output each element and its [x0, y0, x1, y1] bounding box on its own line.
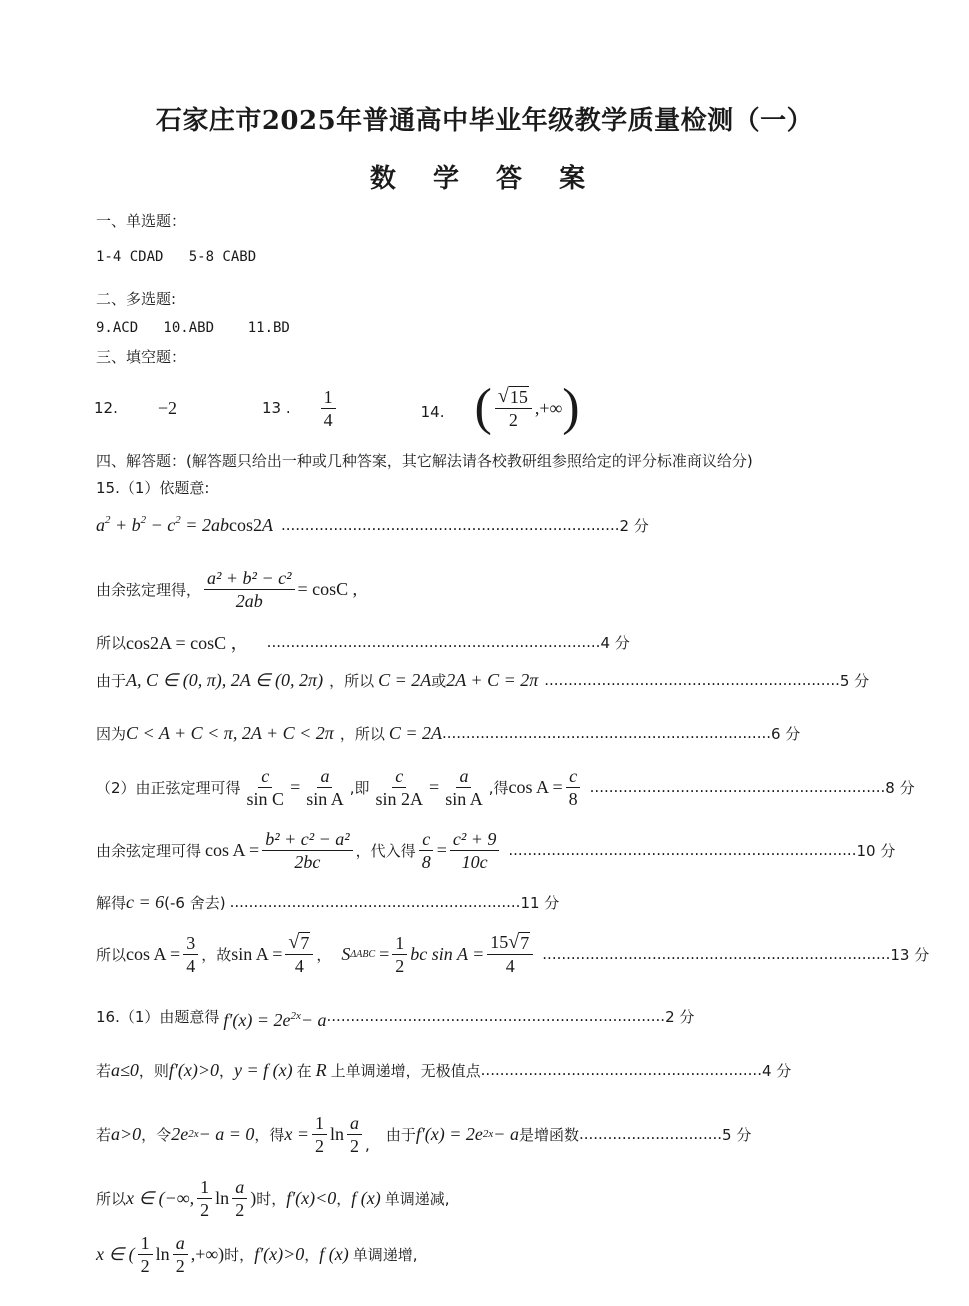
- q14-denominator: 2: [508, 410, 518, 430]
- q14-rest: ,+∞: [534, 397, 563, 418]
- p15-l6-cos: cos A =: [508, 776, 563, 797]
- p15-l7-f2d: 8: [421, 851, 431, 872]
- p15-l9-f1d: 4: [186, 955, 196, 976]
- p15-l5-cond: C < A + C < π, 2A + C < 2π: [126, 722, 334, 743]
- p15-l9-coef: 15: [490, 932, 509, 952]
- p16-l2-leader: ...........................................................: [480, 1061, 762, 1079]
- p16-l1-score: 2 分: [665, 1007, 695, 1026]
- p15-l6-f5d: 8: [568, 788, 578, 809]
- p15-l7-text2: ，代入得: [355, 841, 416, 860]
- p15-l4-or: 或: [431, 671, 447, 690]
- p15-l6-f2d: sin A: [306, 788, 344, 809]
- p16-l5-ln: ln: [155, 1243, 170, 1264]
- p16-l5-f1n: 1: [138, 1233, 153, 1255]
- p15-l6-f4d: sin A: [445, 788, 483, 809]
- p16-l2-text5: 上单调递增，无极值点: [330, 1061, 481, 1080]
- p16-l1-text: 16.（1）由题意得: [96, 1007, 220, 1026]
- p15-l1-a: A: [261, 514, 273, 535]
- p15-l7-frac1: [262, 829, 352, 872]
- p16-l3-text5: 是增函数: [518, 1125, 579, 1144]
- p16-l2-text3: ，: [218, 1061, 234, 1080]
- p16-l2-m3: y = f (x): [234, 1059, 293, 1080]
- p15-l2-rhs: = cosC ,: [297, 578, 358, 599]
- p15-l9-eq: =: [379, 943, 390, 964]
- p15-l8-text2: (-6 舍去): [164, 893, 226, 912]
- multi-choice-answers: 9.ACD 10.ABD 11.BD: [96, 320, 290, 336]
- p16-l2-m4: R: [315, 1059, 327, 1080]
- p15-l4-domain: A, C ∈ (0, π), 2A ∈ (0, 2π): [126, 669, 324, 690]
- p15-l8-math: c = 6: [126, 891, 165, 912]
- p15-l6-f4n: a: [456, 766, 471, 788]
- q14-radicand: 15: [509, 387, 528, 407]
- q13-numerator: 1: [321, 387, 336, 409]
- p16-l4-f1d: 2: [200, 1199, 210, 1220]
- p15-l7-f1n: b² + c² − a²: [262, 829, 352, 851]
- p16-l4-frac1: [197, 1177, 212, 1220]
- p16-l3-ln: ln: [330, 1123, 345, 1144]
- p15-l9-frac1: [183, 933, 198, 976]
- p15-line6: [96, 762, 915, 812]
- p15-l9-f3n: 1: [392, 933, 407, 955]
- p15-l1-leader: .......................................................................: [280, 516, 620, 534]
- p16-l1-math: f′(x) = 2e: [223, 1009, 291, 1030]
- p15-l6-f1d: sin C: [246, 788, 285, 809]
- p15-l9-score: 13 分: [890, 945, 930, 964]
- p16-l4-ln: ln: [215, 1187, 230, 1208]
- p15-l9-s: S: [341, 943, 351, 964]
- p16-l1-sup: 2x: [290, 1010, 301, 1022]
- p15-line2: [96, 564, 357, 614]
- p15-l6-eq2: =: [429, 776, 440, 797]
- p16-l5-f2n: a: [173, 1233, 188, 1255]
- p15-l5-text1: 因为: [96, 724, 127, 743]
- p16-l3-frac2: [347, 1113, 362, 1156]
- p16-l3-m4b: − a: [493, 1123, 519, 1144]
- p15-l2-text: 由余弦定理得，: [96, 580, 202, 599]
- p15-l9-rad2: 7: [520, 933, 530, 953]
- p16-line2: [96, 1058, 791, 1082]
- q13-answer: [321, 387, 336, 430]
- fill-blank-answers: [94, 379, 580, 436]
- p15-l9-comma: ，: [316, 945, 332, 964]
- q13-label: 13 .: [262, 399, 291, 417]
- p15-l7-f3d: 10c: [461, 851, 488, 872]
- p15-line7: [96, 824, 895, 876]
- p15-l4-text1: 由于: [96, 671, 127, 690]
- p15-l3-eq: cos2A = cosC ，: [126, 633, 249, 653]
- single-choice-answers: 1-4 CDAD 5-8 CABD: [96, 249, 257, 265]
- p16-l3-f1n: 1: [312, 1113, 327, 1135]
- p15-l9-f3d: 2: [395, 955, 405, 976]
- p16-l5-close: ,+∞): [190, 1243, 225, 1264]
- p15-l5-text2: ，所以: [339, 724, 385, 743]
- p16-l4-close: ): [250, 1187, 257, 1208]
- p15-l1-cos: cos2: [228, 514, 262, 535]
- p15-l6-leader: ..............................................................: [589, 778, 886, 796]
- p15-l9-f1n: 3: [183, 933, 198, 955]
- p15-l6-eq1: =: [290, 776, 301, 797]
- p16-l5-f1d: 2: [140, 1255, 150, 1276]
- q14-open-paren: (: [474, 379, 492, 436]
- p16-l1-tail: − a: [300, 1009, 327, 1030]
- p15-l6-frac1: [244, 766, 288, 809]
- p16-l3-m4: f′(x) = 2e: [415, 1123, 483, 1144]
- p16-l2-text2: ，则: [138, 1061, 169, 1080]
- p16-l2-m1: a≤0: [111, 1059, 139, 1080]
- p16-l3-score: 5 分: [722, 1125, 752, 1144]
- p16-l4-m2: f′(x)<0: [286, 1187, 337, 1208]
- p15-l4-leader: ..............................................................: [544, 671, 840, 689]
- p15-l9-f4d: 4: [505, 956, 515, 976]
- p16-l3-m1: a>0: [111, 1123, 142, 1144]
- p15-l6-text2: ,即: [349, 778, 370, 797]
- p15-l6-f2n: a: [317, 766, 332, 788]
- p15-l5-score: 6 分: [771, 724, 801, 743]
- p16-line5: [96, 1228, 418, 1280]
- p15-l8-text1: 解得: [96, 893, 127, 912]
- q14-close-paren: ): [562, 379, 580, 436]
- p15-l9-cos: cos A =: [126, 943, 181, 964]
- p15-l2-fraction: [204, 568, 294, 611]
- p15-line8: [96, 890, 559, 914]
- p15-l9-sin: sin A =: [231, 943, 283, 964]
- p16-l3-f1d: 2: [315, 1135, 325, 1156]
- p16-line3: [96, 1108, 751, 1160]
- page-subtitle: 数 学 答 案: [369, 164, 600, 194]
- p15-intro: 15.（1）依题意:: [96, 479, 210, 497]
- p15-l9-text2: ，故: [201, 945, 232, 964]
- p16-l2-text4: 在: [296, 1061, 312, 1080]
- p15-l7-frac2: [419, 829, 434, 872]
- p15-l6-f3n: c: [392, 766, 406, 788]
- p15-l9-f2d: 4: [294, 956, 304, 976]
- p16-l3-f2n: a: [347, 1113, 362, 1135]
- section-fill-blank-heading: 三、填空题：: [96, 348, 187, 366]
- p15-l4-text2: ，所以: [329, 671, 375, 690]
- p15-l7-f2n: c: [419, 829, 433, 851]
- p16-l4-f2d: 2: [235, 1199, 245, 1220]
- p15-l7-frac3: [450, 829, 500, 872]
- p16-l5-m2: f′(x)>0: [254, 1243, 305, 1264]
- p15-l6-text1: （2）由正弦定理可得: [96, 778, 241, 797]
- p16-l4-f1n: 1: [197, 1177, 212, 1199]
- p15-l7-f3n: c² + 9: [450, 829, 500, 851]
- page-title: 石家庄市2025年普通高中毕业年级教学质量检测（一）: [155, 106, 814, 136]
- p15-l5-result: C = 2A: [388, 722, 442, 743]
- p15-l6-frac2: [303, 766, 347, 809]
- p15-l7-f1d: 2bc: [294, 851, 321, 872]
- p15-line3: [96, 630, 630, 654]
- p15-l9-frac3: [392, 933, 407, 976]
- p16-l5-text2: 时，: [224, 1245, 255, 1264]
- p16-line4: [96, 1172, 450, 1224]
- p16-l1-leader: .......................................................................: [326, 1007, 666, 1025]
- section-multi-choice-heading: 二、多选题:: [96, 290, 177, 308]
- p15-line9: [96, 928, 929, 980]
- p15-l6-frac5: [566, 766, 581, 809]
- p16-l5-frac2: [173, 1233, 188, 1276]
- p16-l3-text3: ，得: [254, 1125, 285, 1144]
- p15-l9-ssub: ΔABC: [350, 948, 376, 960]
- p15-l7-leader: .........................................................................: [508, 841, 857, 859]
- p16-l3-sup: 2x: [188, 1128, 199, 1140]
- section-single-choice-heading: 一、单选题：: [96, 212, 187, 230]
- p15-l6-f1n: c: [258, 766, 272, 788]
- p16-l3-f2d: 2: [350, 1135, 360, 1156]
- p15-l9-text1: 所以: [96, 945, 127, 964]
- p16-l3-text4: 由于: [385, 1125, 416, 1144]
- p15-line5: [96, 721, 800, 745]
- p15-l9-bc: bc sin A =: [410, 943, 485, 964]
- p15-l9-leader: .........................................................................: [542, 945, 891, 963]
- q12-label: 12.: [94, 399, 118, 417]
- q13-denominator: 4: [323, 409, 333, 430]
- p15-l7-cos: cos A =: [205, 839, 260, 860]
- p16-l5-f2d: 2: [175, 1255, 185, 1276]
- p16-l3-leader: ..............................: [578, 1125, 723, 1143]
- p15-line4: [96, 668, 869, 692]
- q14-fraction: √ 15 2: [495, 386, 532, 430]
- p15-l3-text: 所以: [96, 633, 127, 652]
- p15-l2-den: 2ab: [235, 590, 263, 611]
- p15-l8-leader: .............................................................: [229, 893, 521, 911]
- p15-l4-score: 5 分: [839, 671, 870, 690]
- q12-answer: −2: [157, 397, 178, 418]
- p15-l4-case2: 2A + C = 2π: [446, 669, 539, 690]
- p16-l5-text3: ，: [304, 1245, 320, 1264]
- p15-l9-frac2: √ 7 4: [285, 932, 313, 976]
- p16-l3-text1: 若: [96, 1125, 112, 1144]
- p15-l7-eq: =: [436, 839, 447, 860]
- p15-l6-f5n: c: [566, 766, 580, 788]
- p16-l2-score: 4 分: [761, 1061, 792, 1080]
- p15-line1: [96, 512, 649, 538]
- p15-l7-score: 10 分: [856, 841, 896, 860]
- p16-l4-m3: f (x): [351, 1187, 381, 1208]
- p16-l4-text1: 所以: [96, 1189, 127, 1208]
- p16-l3-frac1: [312, 1113, 327, 1156]
- p16-l5-m1: x ∈ (: [96, 1243, 135, 1264]
- p16-l5-text4: 单调递增,: [352, 1245, 418, 1264]
- p15-l6-frac3: [373, 766, 427, 809]
- p15-l7-text1: 由余弦定理可得: [96, 841, 202, 860]
- p15-l1-eq: $a^2 + b^2 - c^2 = 2ab$: [96, 514, 229, 535]
- p15-l6-frac4: [442, 766, 486, 809]
- p16-l4-m1: x ∈ (−∞,: [126, 1187, 195, 1208]
- q14-label: 14.: [420, 403, 445, 421]
- p16-l3-m2: 2e: [171, 1123, 189, 1144]
- p16-l2-m2: f′(x)>0: [168, 1059, 219, 1080]
- p16-l4-f2n: a: [232, 1177, 247, 1199]
- p15-l3-score: 4 分: [600, 633, 630, 652]
- p15-l9-rad1: 7: [300, 933, 310, 953]
- section-solution-heading: 四、解答题：(解答题只给出一种或几种答案，其它解法请各校教研组参照给定的评分标准商议给分): [96, 452, 753, 470]
- p15-l6-f3d: sin 2A: [375, 788, 424, 809]
- p16-l4-text2: 时，: [256, 1189, 287, 1208]
- p15-l6-score: 8 分: [885, 778, 915, 797]
- p16-l2-text1: 若: [96, 1061, 112, 1080]
- p16-line1: [96, 1003, 694, 1029]
- p16-l4-text3: ，: [336, 1189, 352, 1208]
- p15-l4-case1: C = 2A: [378, 669, 432, 690]
- p16-l5-frac1: [138, 1233, 153, 1276]
- p16-l3-m2b: − a = 0: [198, 1123, 255, 1144]
- p16-l4-frac2: [232, 1177, 247, 1220]
- p16-l5-m3: f (x): [319, 1243, 349, 1264]
- p15-l2-num: a² + b² − c²: [204, 568, 294, 590]
- p15-l8-score: 11 分: [520, 893, 560, 912]
- p15-l5-leader: .....................................................................: [442, 724, 771, 742]
- p16-l3-text2: ，令: [141, 1125, 172, 1144]
- p15-l3-leader: ......................................................................: [266, 633, 601, 651]
- p16-l3-comma: ,: [365, 1136, 370, 1154]
- p15-l9-frac4: 15 √ 7 4: [487, 932, 533, 976]
- p16-l3-sup2: 2x: [482, 1128, 494, 1140]
- p16-l4-text4: 单调递减,: [384, 1189, 450, 1208]
- p15-l1-score: 2 分: [619, 516, 649, 535]
- p16-l3-m3: x =: [284, 1123, 310, 1144]
- p15-l6-text3: ,得: [488, 778, 509, 797]
